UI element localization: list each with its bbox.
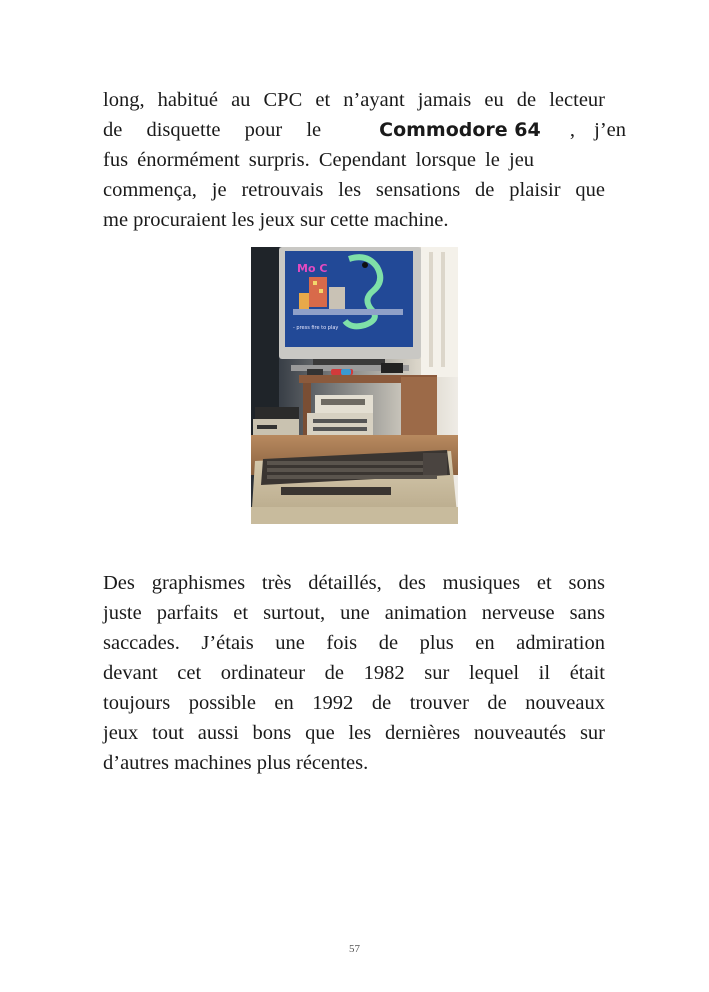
line-2-word-de xyxy=(103,115,350,145)
commodore-photo xyxy=(251,247,458,524)
photo-commodore-64-setup-icon xyxy=(251,247,458,524)
paragraph-1-line-4: commença, je retrouvais les sensations de plaisir que xyxy=(103,179,605,201)
paragraph-2 xyxy=(103,568,605,778)
commodore-64-bold: Commodore 64 xyxy=(379,119,541,141)
paragraph-2-line-7: d’autres machines plus récentes. xyxy=(103,752,369,774)
paragraph-2-line-2: juste parfaits et surtout, une animation nerveuse sans xyxy=(103,602,605,624)
page-number: 57 xyxy=(349,943,360,955)
paragraph-1-line-3: fus énormément surpris. Cependant lorsque le jeu xyxy=(103,149,535,171)
paragraph-1-line-5: me procuraient les jeux sur cette machine. xyxy=(103,209,449,231)
line-2-post-text: , j’en xyxy=(569,119,626,141)
paragraph-2-line-6: jeux tout aussi bons que les dernières nouveautés sur xyxy=(103,722,605,744)
paragraph-1 xyxy=(103,85,626,235)
paragraph-1-line-1: long, habitué au CPC et n’ayant jamais eu de lecteur xyxy=(103,89,605,111)
paragraph-2-line-4: devant cet ordinateur de 1982 sur lequel il était xyxy=(103,662,605,684)
line-2-pre-text: de disquette pour le xyxy=(103,119,322,141)
paragraph-2-line-3: saccades. J’étais une fois de plus en admiration xyxy=(103,632,605,654)
paragraph-2-line-5: toujours possible en 1992 de trouver de nouveaux xyxy=(103,692,605,714)
svg-text:Mo C: Mo C xyxy=(297,262,328,275)
paragraph-2-line-1: Des graphismes très détaillés, des musiques et sons xyxy=(103,572,605,594)
screen-caption: - press fire to play xyxy=(293,325,339,331)
paragraph-1-line-2 xyxy=(103,115,626,145)
